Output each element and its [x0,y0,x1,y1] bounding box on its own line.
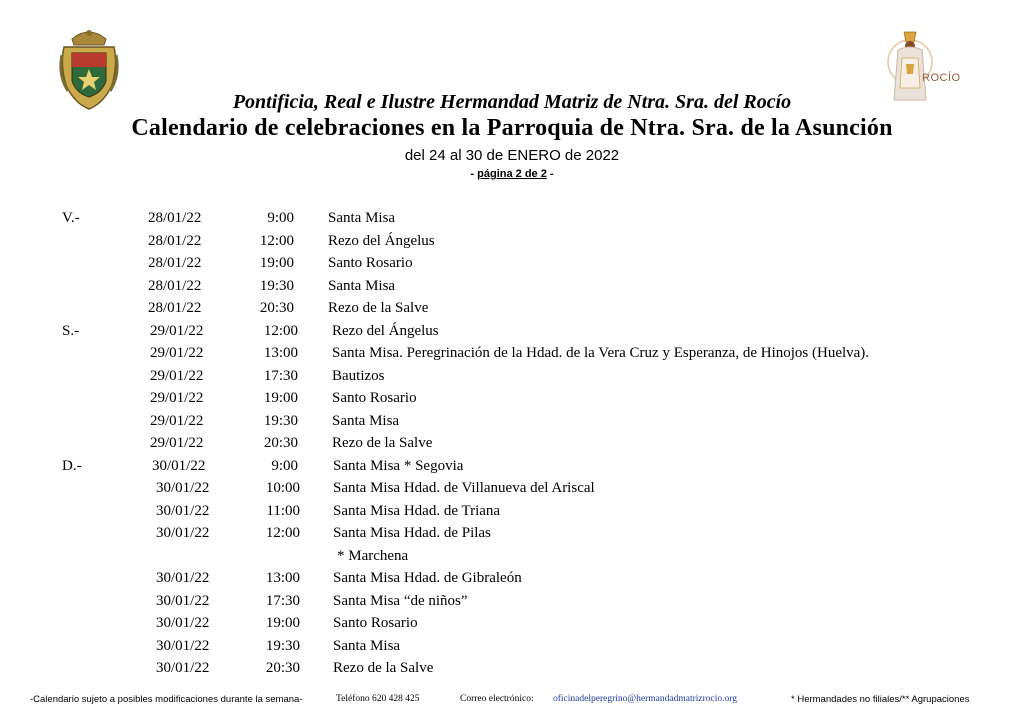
footer-email-link[interactable]: oficinadelperegrino@hermandadmatrizrocio.org [553,694,737,704]
row-date: 28/01/22 [148,232,202,249]
schedule-list [0,207,1024,680]
schedule-row [0,657,1024,680]
row-time: 19:30 [263,412,298,429]
schedule-row [0,252,1024,275]
schedule-row [0,522,1024,545]
row-time: 19:00 [265,615,300,631]
row-event: Santo Rosario [333,615,418,631]
schedule-row [0,275,1024,298]
footer-email-label: Correo electrónico: [460,694,534,704]
row-time: 20:30 [265,660,300,676]
row-time: 17:30 [263,367,298,384]
schedule-row [0,207,1024,230]
row-event: Rezo de la Salve [328,300,429,316]
row-date: 28/01/22 [148,300,202,316]
date-range: del 24 al 30 de ENERO de 2022 [404,147,620,164]
row-event: * Marchena [337,547,409,564]
row-time: 12:00 [259,232,294,249]
schedule-row [0,567,1024,590]
row-time: 10:00 [265,480,300,496]
schedule-row [0,387,1024,410]
schedule-row [0,365,1024,388]
footer-phone: Teléfono 620 428 425 [336,694,420,704]
row-time: 19:00 [259,255,294,271]
row-day: V.- [62,210,80,226]
row-date: 28/01/22 [148,277,202,294]
row-event: Santa Misa [333,637,401,654]
row-time: 9:00 [271,457,298,474]
row-date: 29/01/22 [150,435,204,451]
row-event: Rezo del Ángelus [332,322,439,339]
row-time: 20:30 [259,300,294,316]
row-time: 13:00 [263,345,298,361]
row-date: 30/01/22 [156,525,210,541]
row-time: 17:30 [265,592,300,609]
row-date: 29/01/22 [150,322,204,339]
row-event: Santa Misa * Segovia [333,457,464,474]
row-time: 11:00 [266,502,300,519]
schedule-row [0,320,1024,343]
row-event: Santo Rosario [328,255,413,271]
schedule-row [0,342,1024,365]
schedule-row [0,230,1024,253]
schedule-row [0,545,1024,568]
row-date: 29/01/22 [150,390,204,406]
row-date: 30/01/22 [156,570,210,586]
page-number: página 2 de 2 [477,168,547,180]
schedule-row [0,455,1024,478]
schedule-row [0,477,1024,500]
row-event: Santa Misa Hdad. de Pilas [333,525,491,541]
row-event: Rezo del Ángelus [328,232,435,249]
logo-right-text: ROCÍO [922,72,961,84]
page-title: Calendario de celebraciones en la Parroquia de Ntra. Sra. de la Asunción [131,115,893,141]
schedule-row [0,612,1024,635]
page-indicator-suffix: - [546,168,554,180]
row-date: 30/01/22 [156,502,210,519]
row-event: Santa Misa “de niños” [333,592,468,609]
page-indicator-prefix: - [470,168,478,180]
schedule-row [0,635,1024,658]
row-time: 19:30 [259,277,294,294]
row-event: Santa Misa. Peregrinación de la Hdad. de la Vera Cruz y Esperanza, de Hinojos (Huelva). [332,345,870,361]
row-day: D.- [62,457,82,474]
row-event: Santa Misa Hdad. de Villanueva del Ariscal [333,480,595,496]
row-day: S.- [62,322,80,339]
schedule-row [0,297,1024,320]
row-event: Santa Misa Hdad. de Triana [333,502,501,519]
schedule-row [0,500,1024,523]
row-date: 29/01/22 [150,367,204,384]
schedule-row [0,410,1024,433]
row-event: Santa Misa Hdad. de Gibraleón [333,570,522,586]
page-indicator [0,168,1024,180]
row-event: Santa Misa [328,210,396,226]
row-date: 29/01/22 [150,345,204,361]
organization-name: Pontificia, Real e Ilustre Hermandad Matriz de Ntra. Sra. del Rocío [232,91,792,113]
row-time: 9:00 [267,210,294,226]
schedule-row [0,590,1024,613]
row-time: 19:00 [263,390,298,406]
row-event: Rezo de la Salve [333,660,434,676]
row-event: Bautizos [332,367,385,384]
row-date: 28/01/22 [148,255,202,271]
row-date: 30/01/22 [156,480,210,496]
row-event: Santa Misa [328,277,396,294]
schedule-row [0,432,1024,455]
row-date: 30/01/22 [152,457,206,474]
row-date: 30/01/22 [156,592,210,609]
row-date: 30/01/22 [156,637,210,654]
row-time: 13:00 [265,570,300,586]
footer-legend: * Hermandades no filiales/** Agrupaciones [791,694,970,705]
footer [0,694,1024,710]
row-date: 28/01/22 [148,210,202,226]
row-time: 19:30 [265,637,300,654]
row-event: Santa Misa [332,412,400,429]
row-time: 12:00 [263,322,298,339]
row-date: 29/01/22 [150,412,204,429]
row-date: 30/01/22 [156,615,210,631]
footer-notice: -Calendario sujeto a posibles modificaciones durante la semana- [30,694,303,705]
row-event: Santo Rosario [332,390,417,406]
row-date: 30/01/22 [156,660,210,676]
row-time: 20:30 [263,435,298,451]
row-event: Rezo de la Salve [332,435,433,451]
row-time: 12:00 [265,525,300,541]
